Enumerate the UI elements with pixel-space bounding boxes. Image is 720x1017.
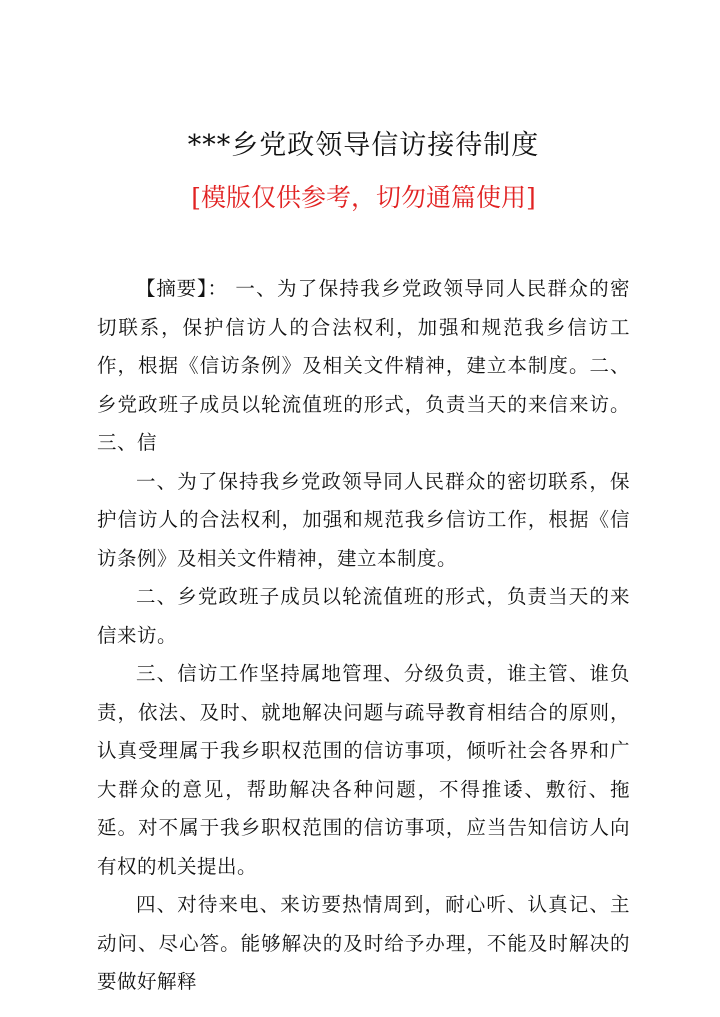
abstract-label: 【摘要】： bbox=[136, 277, 228, 300]
paragraph-4: 四、对待来电、来访要热情周到，耐心听、认真记、主动问、尽心答。能够解决的及时给予办理，不能及时解决的要做好解释 bbox=[97, 893, 630, 993]
abstract-paragraph bbox=[97, 270, 630, 463]
document-title: ***乡党政领导信访接待制度 bbox=[187, 130, 540, 161]
paragraph-2: 二、乡党政班子成员以轮流值班的形式，负责当天的来信来访。 bbox=[97, 585, 630, 647]
template-disclaimer: [模版仅供参考，切勿通篇使用] bbox=[191, 183, 536, 212]
document-body bbox=[97, 270, 630, 1002]
paragraph-3: 三、信访工作坚持属地管理、分级负责，谁主管、谁负责，依法、及时、就地解决问题与疏导教育相结合的原则，认真受理属于我乡职权范围的信访事项，倾听社会各界和广大群众的意见，帮助解决各种问题，不得推诿、敷衍、拖延。对不属于我乡职权范围的信访事项，应当告知信访人向有权的机关提出。 bbox=[97, 662, 630, 878]
paragraph-1: 一、为了保持我乡党政领导同人民群众的密切联系，保护信访人的合法权利，加强和规范我乡信访工作，根据《信访条例》及相关文件精神，建立本制度。 bbox=[97, 469, 630, 570]
abstract-text: 一、为了保持我乡党政领导同人民群众的密切联系，保护信访人的合法权利，加强和规范我乡信访工作，根据《信访条例》及相关文件精神，建立本制度。二、乡党政班子成员以轮流值班的形式，负责当天的来信来访。三、信 bbox=[97, 277, 630, 454]
